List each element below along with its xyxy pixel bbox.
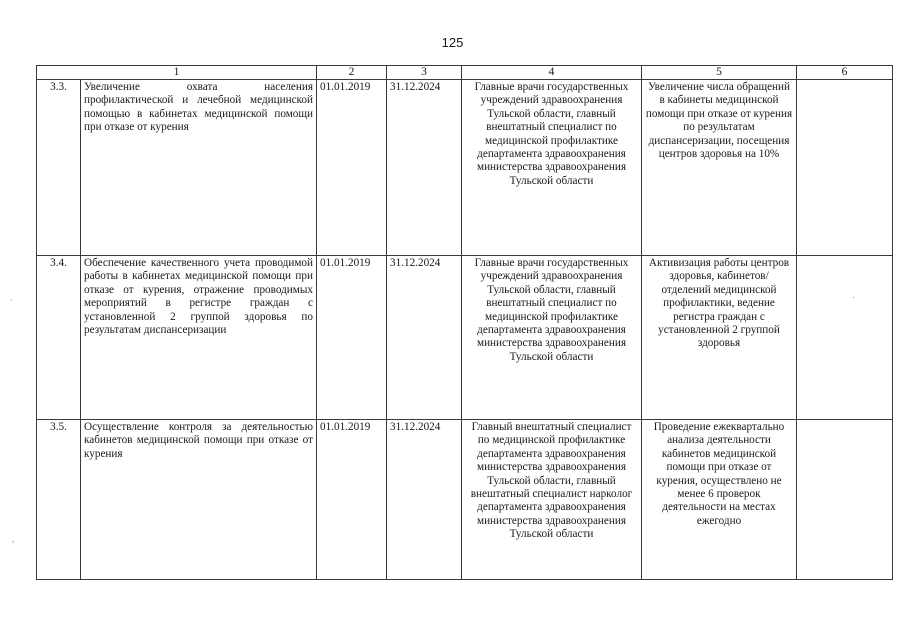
start-date-cell: 01.01.2019	[317, 256, 387, 420]
column-header-3: 3	[387, 66, 462, 80]
measures-table	[36, 65, 893, 580]
column-header-4: 4	[462, 66, 642, 80]
executors-cell: Главный внештатный специалист по медицинской профилактике департамента здравоохранения министерства здравоохранения Тульской области, главный внештатный специалист нарколог департамента здравоохранения министерства здравоохранения Тульской области	[462, 420, 642, 580]
row-number: 3.4.	[37, 256, 81, 420]
scan-speck: ·	[852, 292, 855, 302]
note-cell	[797, 256, 893, 420]
table-row	[37, 256, 893, 420]
end-date-cell: 31.12.2024	[387, 80, 462, 256]
executors-cell: Главные врачи государственных учреждений здравоохранения Тульской области, главный внештатный специалист по медицинской профилактике департамента здравоохранения министерства здравоохранения Тульской области	[462, 256, 642, 420]
column-header-2: 2	[317, 66, 387, 80]
table-row	[37, 80, 893, 256]
scan-speck: ˋ	[10, 298, 13, 308]
note-cell	[797, 80, 893, 256]
page-number: 125	[441, 35, 464, 50]
table-header-row	[37, 66, 893, 80]
result-cell: Активизация работы центров здоровья, кабинетов/отделений медицинской профилактики, ведение регистра граждан с установленной 2 группой здоровья	[642, 256, 797, 420]
column-header-1: 1	[37, 66, 317, 80]
measure-cell: Увеличение охвата населения профилактической и лечебной медицинской помощью в кабинетах медицинской помощи при отказе от курения	[81, 80, 317, 256]
row-number: 3.3.	[37, 80, 81, 256]
table-row	[37, 420, 893, 580]
start-date-cell: 01.01.2019	[317, 420, 387, 580]
result-cell: Проведение ежеквартально анализа деятельности кабинетов медицинской помощи при отказе от курения, осуществлено не менее 6 проверок деятельности на местах ежегодно	[642, 420, 797, 580]
start-date-cell: 01.01.2019	[317, 80, 387, 256]
column-header-5: 5	[642, 66, 797, 80]
end-date-cell: 31.12.2024	[387, 256, 462, 420]
end-date-cell: 31.12.2024	[387, 420, 462, 580]
executors-cell: Главные врачи государственных учреждений здравоохранения Тульской области, главный внештатный специалист по медицинской профилактике департамента здравоохранения министерства здравоохранения Тульской области	[462, 80, 642, 256]
result-cell: Увеличение числа обращений в кабинеты медицинской помощи при отказе от курения по результатам диспансеризации, посещения центров здоровья на 10%	[642, 80, 797, 256]
measure-cell: Осуществление контроля за деятельностью кабинетов медицинской помощи при отказе от курения	[81, 420, 317, 580]
scan-speck: ʼ	[12, 540, 14, 550]
row-number: 3.5.	[37, 420, 81, 580]
note-cell	[797, 420, 893, 580]
measure-cell: Обеспечение качественного учета проводимой работы в кабинетах медицинской помощи при отказе от курения, отражение проводимых мероприятий в регистре граждан с установленной 2 группой здоровья по результатам диспансеризации	[81, 256, 317, 420]
column-header-6: 6	[797, 66, 893, 80]
